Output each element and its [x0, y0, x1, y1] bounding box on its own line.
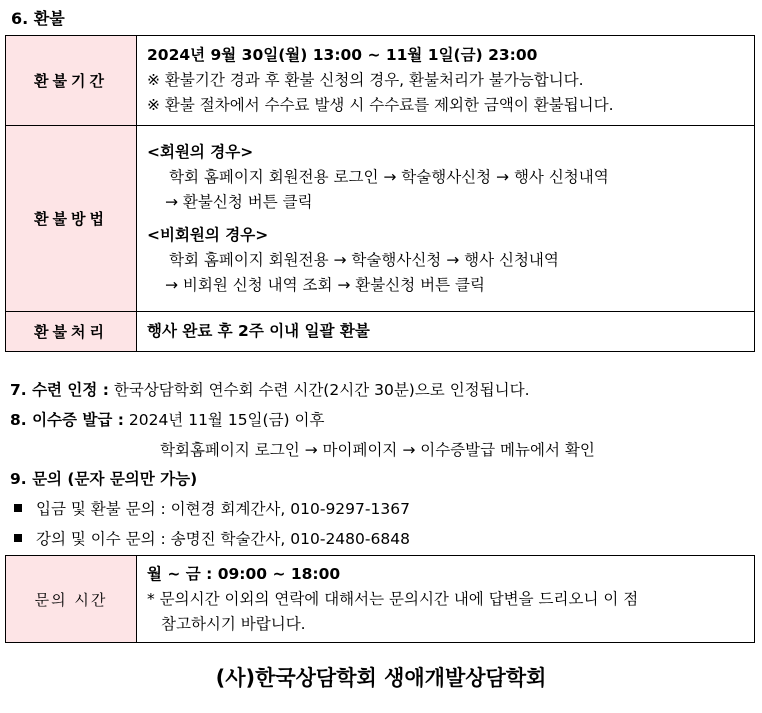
nonmember-step-line-1: 학회 홈페이지 회원전용 → 학술행사신청 → 행사 신청내역	[169, 250, 559, 269]
training-credit-text: 한국상담학회 연수회 수련 시간(2시간 30분)으로 인정됩니다.	[108, 381, 530, 399]
bullet-square-icon	[14, 534, 22, 542]
refund-method-label: 환불방법	[6, 126, 137, 312]
nonmember-case-heading: <비회원의 경우>	[147, 225, 269, 244]
refund-section-title: 6. 환불	[11, 9, 65, 28]
certificate-label: 8. 이수증 발급 :	[10, 411, 124, 429]
organization-footer: (사)한국상담학회 생애개발상담학회	[215, 666, 547, 690]
refund-table	[5, 35, 755, 352]
refund-process-label: 환불처리	[6, 312, 137, 352]
inquiry-hours-table	[5, 555, 755, 643]
refund-period-note-2: ※ 환불 절차에서 수수료 발생 시 수수료를 제외한 금액이 환불됩니다.	[147, 96, 614, 114]
inquiry-lecture-text: 강의 및 이수 문의 : 송명진 학술간사, 010-2480-6848	[36, 530, 410, 548]
refund-method-row	[6, 126, 755, 312]
bullet-square-icon	[14, 504, 22, 512]
refund-period-note-1: ※ 환불기간 경과 후 환불 신청의 경우, 환불처리가 불가능합니다.	[147, 71, 584, 89]
inquiry-title: 9. 문의 (문자 문의만 가능)	[10, 470, 198, 488]
inquiry-hours-time: 월 ~ 금 : 09:00 ~ 18:00	[147, 564, 341, 583]
refund-period-date: 2024년 9월 30일(월) 13:00 ~ 11월 1일(금) 23:00	[147, 46, 538, 64]
certificate-line	[10, 408, 324, 430]
certificate-path: 학회홈페이지 로그인 → 마이페이지 → 이수증발급 메뉴에서 확인	[160, 441, 595, 459]
refund-method-content	[137, 126, 755, 312]
inquiry-payment-text: 입금 및 환불 문의 : 이현경 회계간사, 010-9297-1367	[36, 500, 410, 518]
training-credit-line	[10, 378, 530, 400]
inquiry-item-lecture	[14, 527, 410, 549]
inquiry-hours-note-1: * 문의시간 이외의 연락에 대해서는 문의시간 내에 답변을 드리오니 이 점	[147, 589, 639, 608]
inquiry-hours-content	[137, 556, 755, 643]
training-credit-label: 7. 수련 인정 :	[10, 381, 109, 399]
refund-period-row	[6, 36, 755, 126]
certificate-date: 2024년 11월 15일(금) 이후	[123, 411, 325, 429]
member-step-line-1: 학회 홈페이지 회원전용 로그인 → 학술행사신청 → 행사 신청내역	[169, 167, 609, 186]
inquiry-hours-label: 문의 시간	[6, 556, 137, 643]
refund-process-row	[6, 312, 755, 352]
inquiry-hours-note-2: 참고하시기 바랍니다.	[161, 614, 306, 633]
member-case-heading: <회원의 경우>	[147, 142, 254, 161]
refund-period-label: 환불기간	[6, 36, 137, 126]
nonmember-step-line-2: → 비회원 신청 내역 조회 → 환불신청 버튼 클릭	[165, 275, 485, 294]
member-step-line-2: → 환불신청 버튼 클릭	[165, 192, 313, 211]
refund-process-text: 행사 완료 후 2주 이내 일괄 환불	[137, 312, 755, 352]
refund-period-content	[137, 36, 755, 126]
inquiry-item-payment	[14, 497, 410, 519]
inquiry-hours-row	[6, 556, 755, 643]
